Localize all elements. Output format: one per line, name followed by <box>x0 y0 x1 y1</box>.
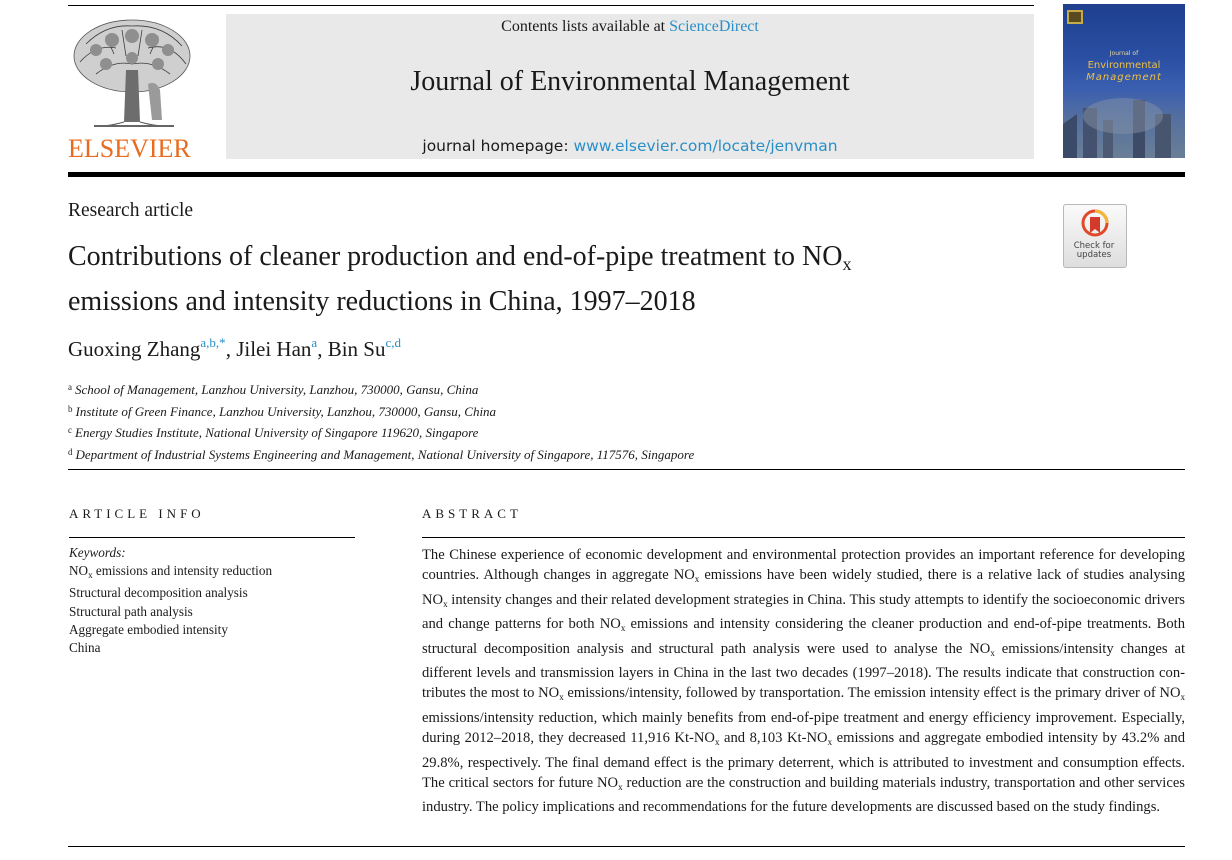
cover-line2: Management <box>1086 72 1162 83</box>
homepage-prefix: journal homepage: <box>422 137 569 155</box>
cover-line1: Environmental <box>1087 60 1161 71</box>
title-part1: Contributions of cleaner production and end-of-pipe treatment to NO <box>68 241 843 272</box>
abstract-heading: ABSTRACT <box>422 506 522 521</box>
sciencedirect-link[interactable]: ScienceDirect <box>669 18 759 35</box>
article-info-heading: ARTICLE INFO <box>69 506 205 521</box>
journal-cover-image[interactable] <box>1063 4 1185 158</box>
author-affiliation-mark[interactable]: c,d <box>385 335 402 350</box>
contents-line <box>226 18 1034 36</box>
header-thick-rule <box>68 172 1185 177</box>
cover-small-line: Journal of <box>1109 50 1139 57</box>
cover-title <box>1063 48 1185 84</box>
homepage-line <box>226 137 1034 155</box>
author-affiliation-mark[interactable]: a,b,* <box>200 335 226 350</box>
keywords-label: Keywords: <box>69 545 126 560</box>
keyword-item[interactable]: Structural path analysis <box>69 603 193 619</box>
journal-title: Journal of Environmental Management <box>410 66 850 97</box>
affiliation-item: $^a$ School of Management, Lanzhou University, Lanzhou, 730000, Gansu, China <box>68 382 479 397</box>
abstract-body: The Chinese experience of economic development and environmental protection provides an important reference for developing countries. Although changes in aggregate $NO_x$ emissions have been widely studied, there is a relative lack of studies analysing $NO_x$ intensity changes and their related development strategies in China. This study attempts to identify the socioeconomic drivers and change patterns for both $NO_x$ emissions and intensity considering the cleaner production and end-of-pipe treatments. Both structural decomposition analysis and structural path analysis were used to analyse the $NO_x$ emissions/intensity changes at different levels and transmission layers in China in the last two decades (1997–2018). The results indicate that construction contributes the most to $NO_x$ emissions/intensity, followed by transportation. The emission intensity effect is the primary driver of $NO_x$ emissions/intensity reduction, which mainly benefits from end-of-pipe treatment and energy efficiency improvement. Especially, during 2012–2018, they decreased 11,916 $Kt-NO_x$ and 8,103 $Kt-NO_x$ emissions and aggregate embodied intensity by 43.2% and 29.8%, respectively. The final demand effect is the primary deterrent, which is attributed to investment and consumption effects. The critical sectors for future $NO_x$ reduction are the construction and building materials industry, transportation and other services industry. The policy implications and recommendations for the future developments are discussed based on the study findings. <box>422 547 1186 816</box>
keyword-item[interactable]: Aggregate embodied intensity <box>69 621 228 637</box>
author-name[interactable]: Guoxing Zhang <box>68 337 201 361</box>
article-info-rule <box>69 537 355 538</box>
author-name[interactable]: Bin Su <box>327 337 386 361</box>
affiliation-list <box>68 378 694 464</box>
author-name[interactable]: Jilei Han <box>236 337 312 361</box>
affiliation-item: $^d$ Department of Industrial Systems Engineering and Management, National University of Singapore, 117576, Singapore <box>68 446 695 462</box>
homepage-link[interactable]: www.elsevier.com/locate/jenvman <box>573 137 838 155</box>
abstract-rule <box>422 537 1185 538</box>
keyword-list <box>69 544 272 657</box>
bottom-rule <box>68 846 1185 847</box>
article-type: Research article <box>68 200 194 221</box>
affiliation-item: $^b$ Institute of Green Finance, Lanzhou University, Lanzhou, 730000, Gansu, China <box>68 403 497 419</box>
keyword-item[interactable]: China <box>69 640 101 656</box>
paper-title <box>68 238 1028 321</box>
keyword-item[interactable]: Structural decomposition analysis <box>69 585 248 601</box>
title-subscript: x <box>842 254 852 274</box>
check-for-updates-label <box>1063 242 1125 260</box>
title-part2: emissions and intensity reductions in China, 1997–2018 <box>68 286 696 317</box>
badge-line1: Check for <box>1073 241 1115 251</box>
author-affiliation-mark[interactable]: a <box>311 335 318 350</box>
keyword-item[interactable]: $NO_x$ emissions and intensity reduction <box>69 563 273 581</box>
contents-prefix: Contents lists available at <box>501 18 666 35</box>
badge-line2: updates <box>1076 250 1112 260</box>
section-divider <box>68 469 1185 470</box>
top-rule <box>68 5 1034 6</box>
check-updates-icon <box>1081 209 1109 241</box>
affiliation-item: $^c$ Energy Studies Institute, National University of Singapore 119620, Singapore <box>68 425 479 440</box>
author-list: Guoxing Zhang$^{a,b,*}$, Jilei Han$^a$, Bin Su$^{c,d}$ <box>68 335 402 361</box>
publisher-logo-text: ELSEVIER <box>68 134 191 163</box>
